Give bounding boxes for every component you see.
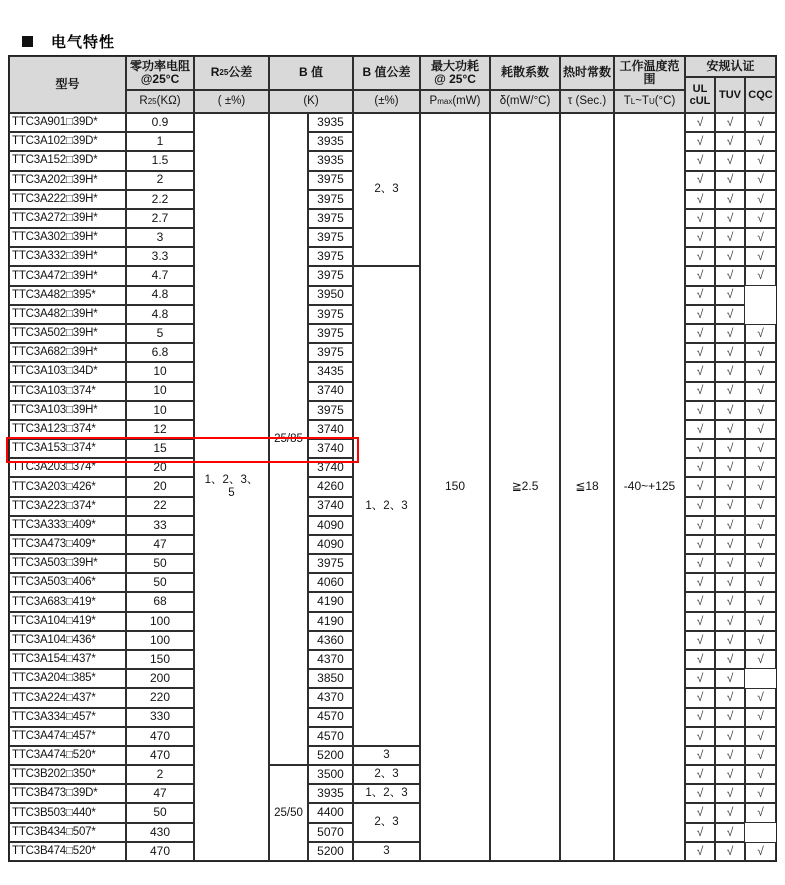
model-cell: TTC3A901□39D* xyxy=(9,113,126,132)
col-header-model: 型号 xyxy=(9,56,126,113)
cert-ul-cell: √ xyxy=(685,669,715,688)
cert-tuv-cell: √ xyxy=(715,669,745,688)
cert-ul-cell: √ xyxy=(685,439,715,458)
cert-cqc-cell: √ xyxy=(745,842,776,861)
r25-cell: 2.2 xyxy=(126,190,194,209)
cert-ul-cell: √ xyxy=(685,151,715,170)
b-value-cell: 3935 xyxy=(308,113,353,132)
b-value-cell: 3500 xyxy=(308,765,353,784)
cert-ul-cell: √ xyxy=(685,113,715,132)
cert-tuv-cell: √ xyxy=(715,765,745,784)
cert-ul-cell: √ xyxy=(685,535,715,554)
r25-cell: 20 xyxy=(126,477,194,496)
col-header-dissipation: 耗散系数 xyxy=(490,56,560,90)
cert-tuv-cell: √ xyxy=(715,362,745,381)
cert-tuv-cell: √ xyxy=(715,286,745,305)
cert-cqc-cell: √ xyxy=(745,439,776,458)
r25-cell: 10 xyxy=(126,401,194,420)
cert-cqc-cell: √ xyxy=(745,343,776,362)
cert-cqc-cell: √ xyxy=(745,247,776,266)
r25-cell: 50 xyxy=(126,803,194,822)
r25-cell: 200 xyxy=(126,669,194,688)
cert-cqc-cell xyxy=(745,305,776,324)
model-cell: TTC3A203□426* xyxy=(9,477,126,496)
model-cell: TTC3A223□374* xyxy=(9,497,126,516)
cert-cqc-cell: √ xyxy=(745,190,776,209)
r25-cell: 220 xyxy=(126,688,194,707)
b-value-cell: 3740 xyxy=(308,420,353,439)
model-cell: TTC3A473□409* xyxy=(9,535,126,554)
cert-cqc-cell: √ xyxy=(745,477,776,496)
b-value-cell: 4190 xyxy=(308,592,353,611)
r25-cell: 1.5 xyxy=(126,151,194,170)
r25-cell: 68 xyxy=(126,592,194,611)
cert-ul-cell: √ xyxy=(685,554,715,573)
cert-ul-cell: √ xyxy=(685,247,715,266)
model-cell: TTC3A272□39H* xyxy=(9,209,126,228)
cert-cqc-cell: √ xyxy=(745,497,776,516)
cert-tuv-cell: √ xyxy=(715,477,745,496)
cert-ul-cell: √ xyxy=(685,324,715,343)
col-header-temp-range: 工作温度范围 xyxy=(614,56,685,90)
b-value-cell: 4060 xyxy=(308,573,353,592)
r25-cell: 3.3 xyxy=(126,247,194,266)
cert-ul-cell: √ xyxy=(685,266,715,285)
cert-cqc-cell: √ xyxy=(745,228,776,247)
col-subheader-dissipation-unit: δ(mW/°C) xyxy=(490,90,560,113)
col-header-certification: 安规认证 xyxy=(685,56,776,77)
cert-tuv-cell: √ xyxy=(715,209,745,228)
cert-ul-cell: √ xyxy=(685,171,715,190)
cert-cqc-cell: √ xyxy=(745,612,776,631)
cert-tuv-cell: √ xyxy=(715,727,745,746)
model-cell: TTC3A474□457* xyxy=(9,727,126,746)
cert-cqc-cell: √ xyxy=(745,324,776,343)
cert-ul-cell: √ xyxy=(685,688,715,707)
model-cell: TTC3A103□34D* xyxy=(9,362,126,381)
cert-tuv-cell: √ xyxy=(715,458,745,477)
b-value-cell: 5200 xyxy=(308,842,353,861)
col-header-r25-tolerance: R 25 公差 xyxy=(194,56,269,90)
model-cell: TTC3A502□39H* xyxy=(9,324,126,343)
model-cell: TTC3B473□39D* xyxy=(9,784,126,803)
cert-tuv-cell: √ xyxy=(715,132,745,151)
thermal-time-cell: ≦18 xyxy=(560,113,614,861)
col-subheader-temp-unit: T L ~T U (°C) xyxy=(614,90,685,113)
model-cell: TTC3A103□39H* xyxy=(9,401,126,420)
col-subheader-cert-cqc: CQC xyxy=(745,77,776,113)
b-value-cell: 4360 xyxy=(308,631,353,650)
b-ref-cell: 25/85 xyxy=(269,113,308,765)
cert-tuv-cell: √ xyxy=(715,708,745,727)
col-subheader-b-unit: (K) xyxy=(269,90,353,113)
cert-ul-cell: √ xyxy=(685,708,715,727)
r25-cell: 22 xyxy=(126,497,194,516)
model-cell: TTC3A203□374* xyxy=(9,458,126,477)
cert-ul-cell: √ xyxy=(685,458,715,477)
col-header-b-value: B 值 xyxy=(269,56,353,90)
model-cell: TTC3A204□385* xyxy=(9,669,126,688)
r25-cell: 10 xyxy=(126,382,194,401)
b-value-cell: 3950 xyxy=(308,286,353,305)
model-cell: TTC3B202□350* xyxy=(9,765,126,784)
b-value-cell: 4370 xyxy=(308,650,353,669)
cert-ul-cell: √ xyxy=(685,612,715,631)
cert-ul-cell: √ xyxy=(685,765,715,784)
cert-ul-cell: √ xyxy=(685,842,715,861)
model-cell: TTC3A682□39H* xyxy=(9,343,126,362)
cert-tuv-cell: √ xyxy=(715,401,745,420)
b-value-cell: 3975 xyxy=(308,401,353,420)
b-value-cell: 3975 xyxy=(308,343,353,362)
r25-cell: 5 xyxy=(126,324,194,343)
cert-ul-cell: √ xyxy=(685,362,715,381)
cert-cqc-cell: √ xyxy=(745,535,776,554)
b-value-cell: 3975 xyxy=(308,171,353,190)
b-value-cell: 3975 xyxy=(308,247,353,266)
cert-tuv-cell: √ xyxy=(715,247,745,266)
model-cell: TTC3A202□39H* xyxy=(9,171,126,190)
model-cell: TTC3B474□520* xyxy=(9,842,126,861)
cert-cqc-cell: √ xyxy=(745,592,776,611)
b-tolerance-cell: 1、2、3 xyxy=(353,784,420,803)
b-value-cell: 3975 xyxy=(308,228,353,247)
b-value-cell: 3975 xyxy=(308,324,353,343)
r25-cell: 330 xyxy=(126,708,194,727)
col-subheader-cert-ul: UL cUL xyxy=(685,77,715,113)
r25-cell: 150 xyxy=(126,650,194,669)
cert-cqc-cell: √ xyxy=(745,420,776,439)
cert-tuv-cell: √ xyxy=(715,343,745,362)
cert-tuv-cell: √ xyxy=(715,516,745,535)
col-subheader-cert-tuv: TUV xyxy=(715,77,745,113)
cert-cqc-cell: √ xyxy=(745,650,776,669)
b-value-cell: 4190 xyxy=(308,612,353,631)
b-value-cell: 5200 xyxy=(308,746,353,765)
b-value-cell: 3740 xyxy=(308,458,353,477)
model-cell: TTC3A154□437* xyxy=(9,650,126,669)
b-value-cell: 3850 xyxy=(308,669,353,688)
model-cell: TTC3A683□419* xyxy=(9,592,126,611)
section-title xyxy=(22,31,115,52)
b-tolerance-cell: 2、3 xyxy=(353,113,420,266)
r25-cell: 15 xyxy=(126,439,194,458)
b-tolerance-cell: 2、3 xyxy=(353,803,420,841)
b-value-cell: 3435 xyxy=(308,362,353,381)
model-cell: TTC3A472□39H* xyxy=(9,266,126,285)
r25-cell: 1 xyxy=(126,132,194,151)
model-cell: TTC3A503□406* xyxy=(9,573,126,592)
model-cell: TTC3A102□39D* xyxy=(9,132,126,151)
col-header-max-power: 最大功耗 @ 25°C xyxy=(420,56,490,90)
b-value-cell: 4400 xyxy=(308,803,353,822)
b-value-cell: 3975 xyxy=(308,305,353,324)
r25-cell: 4.8 xyxy=(126,305,194,324)
col-subheader-tau-unit: τ (Sec.) xyxy=(560,90,614,113)
b-value-cell: 3975 xyxy=(308,190,353,209)
r25-cell: 470 xyxy=(126,727,194,746)
cert-cqc-cell: √ xyxy=(745,382,776,401)
cert-ul-cell: √ xyxy=(685,209,715,228)
r25-cell: 2 xyxy=(126,171,194,190)
r25-cell: 0.9 xyxy=(126,113,194,132)
cert-cqc-cell xyxy=(745,823,776,842)
r25-cell: 10 xyxy=(126,362,194,381)
cert-cqc-cell: √ xyxy=(745,727,776,746)
model-cell: TTC3A482□395* xyxy=(9,286,126,305)
model-cell: TTC3A503□39H* xyxy=(9,554,126,573)
cert-cqc-cell: √ xyxy=(745,362,776,381)
cert-tuv-cell: √ xyxy=(715,305,745,324)
r25-cell: 50 xyxy=(126,554,194,573)
model-cell: TTC3A104□436* xyxy=(9,631,126,650)
cert-tuv-cell: √ xyxy=(715,151,745,170)
cert-tuv-cell: √ xyxy=(715,535,745,554)
r25-cell: 47 xyxy=(126,784,194,803)
r25-cell: 2.7 xyxy=(126,209,194,228)
cert-cqc-cell: √ xyxy=(745,803,776,822)
cert-ul-cell: √ xyxy=(685,746,715,765)
cert-tuv-cell: √ xyxy=(715,439,745,458)
cert-cqc-cell: √ xyxy=(745,784,776,803)
b-value-cell: 4090 xyxy=(308,535,353,554)
cert-cqc-cell: √ xyxy=(745,746,776,765)
cert-ul-cell: √ xyxy=(685,727,715,746)
cert-ul-cell: √ xyxy=(685,823,715,842)
col-header-thermal-time: 热时常数 xyxy=(560,56,614,90)
cert-ul-cell: √ xyxy=(685,631,715,650)
b-ref-cell: 25/50 xyxy=(269,765,308,861)
cert-cqc-cell: √ xyxy=(745,688,776,707)
cert-cqc-cell: √ xyxy=(745,631,776,650)
b-value-cell: 3740 xyxy=(308,382,353,401)
cert-tuv-cell: √ xyxy=(715,420,745,439)
model-cell: TTC3A333□409* xyxy=(9,516,126,535)
model-cell: TTC3A332□39H* xyxy=(9,247,126,266)
max-power-cell: 150 xyxy=(420,113,490,861)
r25-cell: 33 xyxy=(126,516,194,535)
cert-tuv-cell: √ xyxy=(715,688,745,707)
b-tolerance-cell: 3 xyxy=(353,842,420,861)
cert-tuv-cell: √ xyxy=(715,324,745,343)
cert-ul-cell: √ xyxy=(685,286,715,305)
cert-tuv-cell: √ xyxy=(715,631,745,650)
cert-cqc-cell: √ xyxy=(745,573,776,592)
temp-range-cell: -40~+125 xyxy=(614,113,685,861)
b-value-cell: 3740 xyxy=(308,439,353,458)
r25-cell: 3 xyxy=(126,228,194,247)
b-value-cell: 5070 xyxy=(308,823,353,842)
b-value-cell: 3935 xyxy=(308,151,353,170)
cert-tuv-cell: √ xyxy=(715,823,745,842)
cert-cqc-cell: √ xyxy=(745,132,776,151)
col-subheader-b-tol-unit: (±%) xyxy=(353,90,420,113)
cert-cqc-cell: √ xyxy=(745,708,776,727)
r25-cell: 12 xyxy=(126,420,194,439)
cert-cqc-cell: √ xyxy=(745,765,776,784)
cert-ul-cell: √ xyxy=(685,420,715,439)
r25-cell: 430 xyxy=(126,823,194,842)
cert-ul-cell: √ xyxy=(685,516,715,535)
col-subheader-r25-tol-unit: ( ±%) xyxy=(194,90,269,113)
dissipation-cell: ≧2.5 xyxy=(490,113,560,861)
cert-ul-cell: √ xyxy=(685,382,715,401)
cert-cqc-cell: √ xyxy=(745,554,776,573)
cert-ul-cell: √ xyxy=(685,190,715,209)
b-value-cell: 4370 xyxy=(308,688,353,707)
model-cell: TTC3A104□419* xyxy=(9,612,126,631)
r25-cell: 100 xyxy=(126,612,194,631)
cert-tuv-cell: √ xyxy=(715,746,745,765)
cert-ul-cell: √ xyxy=(685,784,715,803)
col-subheader-pmax-unit: P max (mW) xyxy=(420,90,490,113)
cert-cqc-cell: √ xyxy=(745,401,776,420)
model-cell: TTC3A334□457* xyxy=(9,708,126,727)
cert-ul-cell: √ xyxy=(685,497,715,516)
b-value-cell: 3935 xyxy=(308,132,353,151)
model-cell: TTC3A224□437* xyxy=(9,688,126,707)
r25-cell: 470 xyxy=(126,746,194,765)
cert-tuv-cell: √ xyxy=(715,573,745,592)
r25-cell: 20 xyxy=(126,458,194,477)
r25-cell: 6.8 xyxy=(126,343,194,362)
cert-ul-cell: √ xyxy=(685,650,715,669)
cert-tuv-cell: √ xyxy=(715,784,745,803)
cert-cqc-cell: √ xyxy=(745,151,776,170)
b-value-cell: 4570 xyxy=(308,708,353,727)
cert-ul-cell: √ xyxy=(685,592,715,611)
b-value-cell: 3975 xyxy=(308,554,353,573)
model-cell: TTC3A474□520* xyxy=(9,746,126,765)
electrical-characteristics-table xyxy=(8,55,777,862)
b-value-cell: 4090 xyxy=(308,516,353,535)
col-subheader-r25-unit: R 25 (KΩ) xyxy=(126,90,194,113)
cert-cqc-cell: √ xyxy=(745,171,776,190)
cert-cqc-cell: √ xyxy=(745,209,776,228)
b-value-cell: 3975 xyxy=(308,209,353,228)
cert-ul-cell: √ xyxy=(685,343,715,362)
r25-cell: 2 xyxy=(126,765,194,784)
cert-ul-cell: √ xyxy=(685,228,715,247)
model-cell: TTC3A103□374* xyxy=(9,382,126,401)
cert-cqc-cell xyxy=(745,286,776,305)
cert-tuv-cell: √ xyxy=(715,266,745,285)
cert-tuv-cell: √ xyxy=(715,113,745,132)
b-value-cell: 4570 xyxy=(308,727,353,746)
model-cell: TTC3A153□374* xyxy=(9,439,126,458)
b-tolerance-cell: 3 xyxy=(353,746,420,765)
cert-cqc-cell: √ xyxy=(745,113,776,132)
r25-cell: 100 xyxy=(126,631,194,650)
model-cell: TTC3A222□39H* xyxy=(9,190,126,209)
b-value-cell: 4260 xyxy=(308,477,353,496)
model-cell: TTC3A152□39D* xyxy=(9,151,126,170)
cert-tuv-cell: √ xyxy=(715,190,745,209)
r25-cell: 50 xyxy=(126,573,194,592)
cert-tuv-cell: √ xyxy=(715,803,745,822)
r25-cell: 4.8 xyxy=(126,286,194,305)
cert-tuv-cell: √ xyxy=(715,650,745,669)
r25-cell: 47 xyxy=(126,535,194,554)
cert-cqc-cell xyxy=(745,669,776,688)
model-cell: TTC3A123□374* xyxy=(9,420,126,439)
b-value-cell: 3975 xyxy=(308,266,353,285)
cert-tuv-cell: √ xyxy=(715,612,745,631)
cert-tuv-cell: √ xyxy=(715,842,745,861)
col-header-zero-power: 零功率电阻 @25°C xyxy=(126,56,194,90)
cert-ul-cell: √ xyxy=(685,401,715,420)
r25-cell: 4.7 xyxy=(126,266,194,285)
col-header-b-tolerance: B 值公差 xyxy=(353,56,420,90)
model-cell: TTC3A302□39H* xyxy=(9,228,126,247)
square-bullet-icon xyxy=(22,36,33,47)
cert-ul-cell: √ xyxy=(685,477,715,496)
model-cell: TTC3B503□440* xyxy=(9,803,126,822)
r25-tolerance-cell: 1、2、3、 5 xyxy=(194,113,269,861)
cert-tuv-cell: √ xyxy=(715,592,745,611)
b-tolerance-cell: 1、2、3 xyxy=(353,266,420,745)
r25-cell: 470 xyxy=(126,842,194,861)
cert-ul-cell: √ xyxy=(685,305,715,324)
cert-tuv-cell: √ xyxy=(715,554,745,573)
cert-ul-cell: √ xyxy=(685,132,715,151)
b-value-cell: 3740 xyxy=(308,497,353,516)
cert-cqc-cell: √ xyxy=(745,458,776,477)
cert-tuv-cell: √ xyxy=(715,171,745,190)
model-cell: TTC3B434□507* xyxy=(9,823,126,842)
b-value-cell: 3935 xyxy=(308,784,353,803)
cert-cqc-cell: √ xyxy=(745,266,776,285)
model-cell: TTC3A482□39H* xyxy=(9,305,126,324)
cert-tuv-cell: √ xyxy=(715,382,745,401)
cert-cqc-cell: √ xyxy=(745,516,776,535)
cert-ul-cell: √ xyxy=(685,573,715,592)
section-title-text: 电气特性 xyxy=(51,34,116,51)
b-tolerance-cell: 2、3 xyxy=(353,765,420,784)
cert-ul-cell: √ xyxy=(685,803,715,822)
cert-tuv-cell: √ xyxy=(715,497,745,516)
cert-tuv-cell: √ xyxy=(715,228,745,247)
